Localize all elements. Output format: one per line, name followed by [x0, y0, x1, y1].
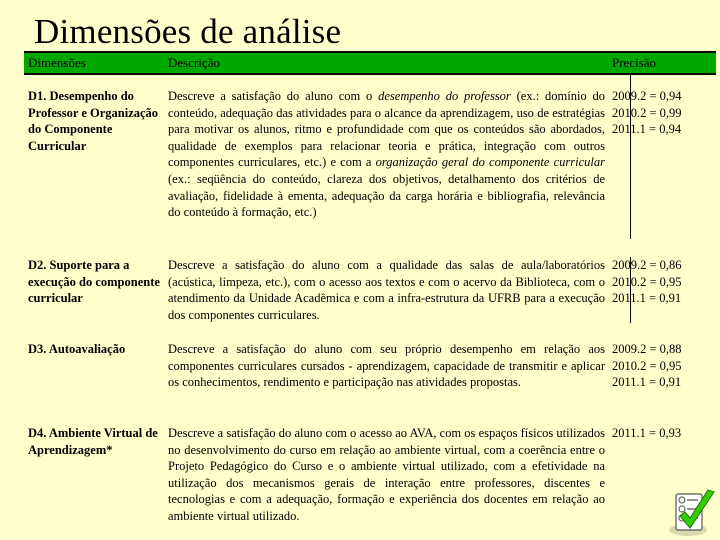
description-text: Descreve a satisfação do aluno com a qualidade das salas de aula/laboratórios (acústica, limpeza, etc.), com o acesso aos textos e com o acervo da Biblioteca, com o atendimento da Unidade Acadêmica e com a infra-estrutura da UFRB para a execução dos componentes curriculares.	[168, 258, 605, 322]
checklist-checkmark-icon	[668, 486, 718, 538]
dimensions-table	[24, 51, 716, 523]
precision-value: 2009.2 = 0,88	[612, 342, 682, 356]
precision-value: 2009.2 = 0,94	[612, 89, 682, 103]
precision-value: 2009.2 = 0,86	[612, 258, 682, 272]
description-emphasis: organização geral do componente curricular	[375, 155, 606, 170]
dimension-label: D1. Desempenho do Professor e Organização do Componente Curricular	[28, 89, 159, 153]
precision-value: 2010.2 = 0,95	[612, 274, 682, 289]
dimension-label: D2. Suporte para a execução do componente curricular	[28, 258, 160, 306]
slide-title: Dimensões de análise	[34, 12, 342, 51]
description-text: Descreve a satisfação do aluno com o acesso ao AVA, com os espaços físicos utilizados no desenvolvimento do curso em relação ao ambiente virtual, com a coerência entre o Projeto Pedagógico do Curso e o ambiente virtual utilizado, com a efetividade na utilização dos mecanismos gerais de interação entre professores, discentes e tecnologias e com a adequação, formação e experiência dos docentes em relação ao ambiente virtual utilizado.	[168, 426, 605, 523]
header-dimensions: Dimensões	[28, 55, 86, 70]
dimension-description	[168, 88, 607, 221]
table-row	[24, 425, 716, 525]
description-text: Descreve a satisfação do aluno com seu próprio desempenho em relação aos componentes curriculares cursados - aprendizagem, capacidade de transmitir e aplicar os conhecimentos, rendimento e participação nas atividades propostas.	[168, 342, 605, 390]
dimension-description	[168, 341, 607, 391]
precision-values	[607, 257, 716, 323]
precision-value: 2010.2 = 0,95	[612, 358, 682, 373]
precision-value: 2010.2 = 0,99	[612, 105, 682, 120]
table-row	[24, 341, 716, 391]
description-text: Descreve a satisfação do aluno com o	[168, 89, 379, 103]
precision-value: 2011.1 = 0,93	[612, 426, 682, 440]
description-emphasis: desempenho do professor	[378, 89, 511, 103]
header-description: Descrição	[168, 55, 220, 70]
dimension-description	[168, 425, 607, 525]
dimension-label: D4. Ambiente Virtual de Aprendizagem*	[28, 426, 158, 457]
dimension-description	[168, 257, 607, 323]
table-row	[24, 257, 716, 323]
precision-values	[607, 88, 716, 221]
precision-value: 2011.1 = 0,91	[612, 291, 682, 306]
header-precision: Precisão	[612, 55, 657, 70]
table-header	[24, 51, 716, 75]
dimension-label: D3. Autoavaliação	[28, 342, 126, 356]
precision-value: 2011.1 = 0,91	[612, 375, 682, 390]
description-text: (ex.: seqüência do conteúdo, clareza dos objetivos, detalhamento dos critérios de avaliação, fidelidade à ementa, adequação da carga horária e bibliografia, relevância do conteúdo à formação, etc.)	[168, 171, 605, 220]
table-row	[24, 88, 716, 221]
precision-values	[607, 341, 716, 391]
precision-value: 2011.1 = 0,94	[612, 122, 682, 137]
description-text: (ex.: domínio do conteúdo, adequação das atividades para o alcance da aprendizagem, uso de estratégias para motivar os alunos, ritmo e profundidade com que os conteúdos são abordados, qualidade de exemplos para relacionar teoria e prática, integração com outros componentes curriculares, etc.) e com a	[168, 89, 605, 170]
